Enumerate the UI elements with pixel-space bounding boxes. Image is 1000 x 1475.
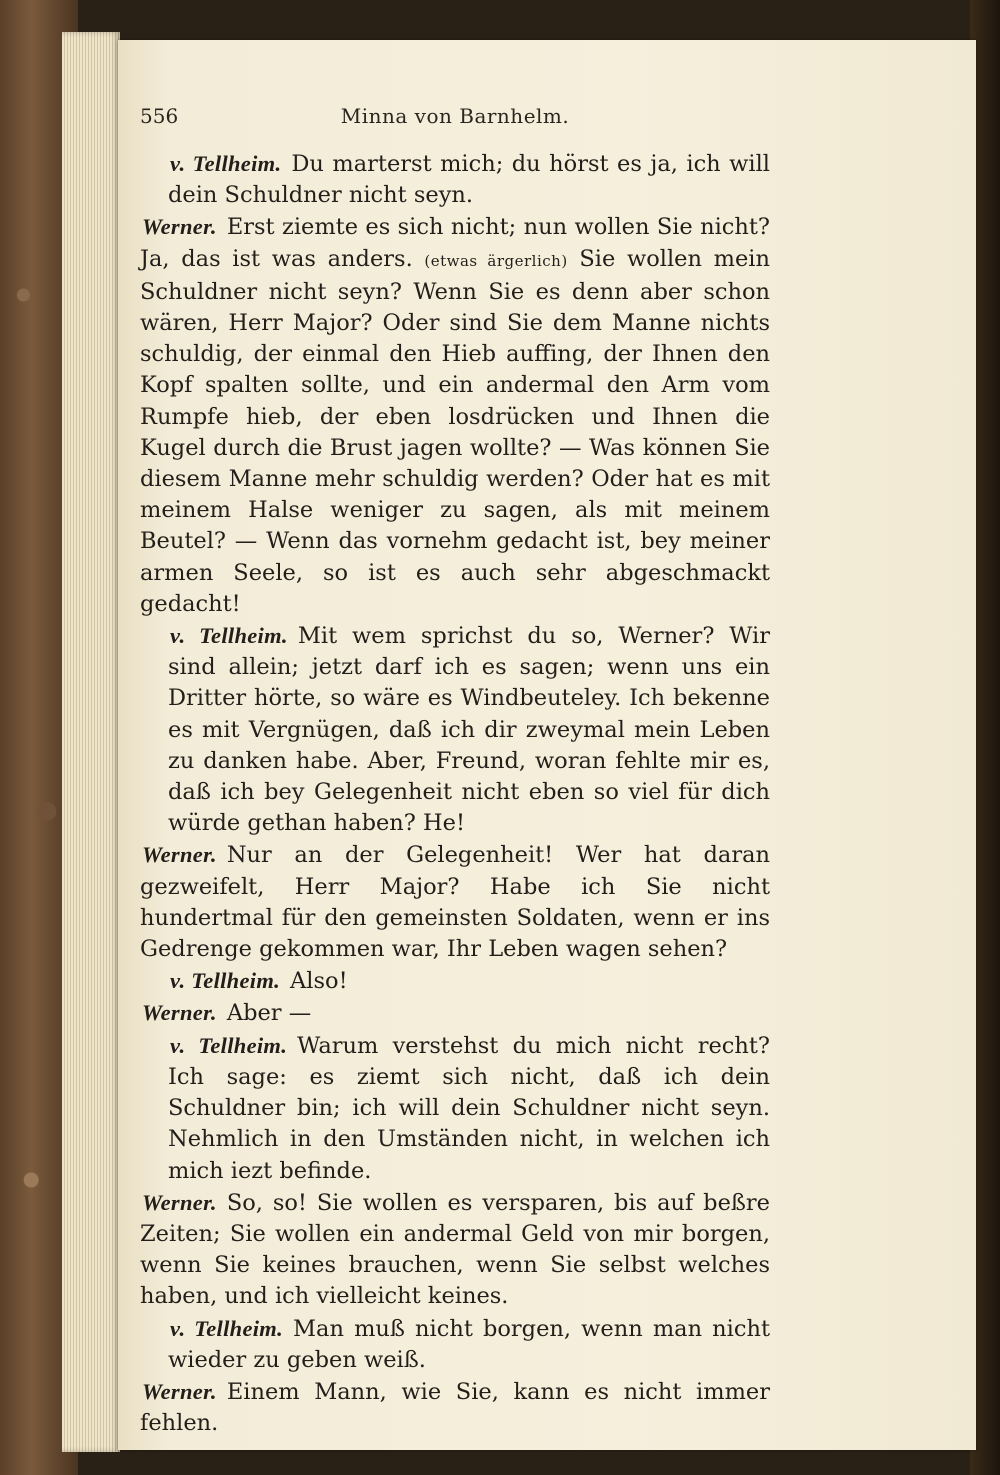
stage-direction: (etwas ärgerlich) (424, 251, 568, 270)
dialogue-paragraph (140, 1187, 770, 1313)
dialogue-text: Man muß nicht borgen, wenn man nicht wieder zu geben weiß. (168, 1315, 771, 1373)
dialogue-text: Mit wem sprichst du so, Werner? Wir sind allein; jetzt darf ich es sagen; wenn uns ein Dritter hörte, so wäre es Windbeuteley. Ich bekenne es mit Vergnügen, daß ich dir zweymal mein Leben zu danken habe. Aber, Freund, woran fehlte mir es, daß ich bey Gelegenheit nicht eben so viel für dich würde gethan haben? He! (168, 623, 770, 837)
speaker-name: v. Tellheim. (170, 623, 288, 649)
dialogue-text: Also! (290, 968, 348, 995)
dialogue-paragraph (140, 997, 770, 1029)
speaker-name: v. Tellheim. (170, 968, 281, 994)
page-number: 556 (140, 104, 179, 128)
page-header (140, 104, 770, 134)
dialogue-text: So, so! Sie wollen es versparen, bis auf beßre Zeiten; Sie wollen ein andermal Geld von mir borgen, wenn Sie keines brauchen, wenn Sie selbst welches haben, und ich vielleicht keines. (140, 1189, 770, 1310)
dialogue-text: Erst ziemte es sich nicht; nun wollen Sie nicht? Ja, das ist was anders. (140, 214, 770, 272)
running-title: Minna von Barnhelm. (340, 104, 570, 128)
page-edges (62, 32, 120, 1452)
dialogue-text: Aber — (226, 1000, 312, 1027)
dialogue-text: Sie wollen mein Schuldner nicht seyn? Wenn Sie es denn aber schon wären, Herr Major? Oder sind Sie dem Manne nichts schuldig, der einmal den Hieb auffing, der Ihnen den Kopf spalten sollte, und ein andermal den Arm vom Rumpfe hieb, der eben losdrücken und Ihnen die Kugel durch die Brust jagen wollte? — Was können Sie diesem Manne mehr schuldig werden? Oder hat es mit meinem Halse weniger zu sagen, als mit meinem Beutel? — Wenn das vornehm gedacht ist, bey meiner armen Seele, so ist es auch sehr abgeschmackt gedacht! (140, 245, 770, 617)
dialogue-paragraph (140, 148, 770, 211)
dialogue-text: Du marterst mich; du hörst es ja, ich will dein Schuldner nicht seyn. (168, 151, 771, 209)
dialogue-text: Nur an der Gelegenheit! Wer hat daran gezweifelt, Herr Major? Habe ich Sie nicht hundertmal für den gemeinsten Soldaten, wenn er ins Gedrenge gekommen war, Ihr Leben wagen sehen? (140, 842, 770, 963)
speaker-name: Werner. (142, 214, 217, 240)
page-body (140, 148, 770, 1439)
dialogue-paragraph (140, 1376, 770, 1439)
speaker-name: Werner. (142, 842, 217, 868)
dialogue-text: Einem Mann, wie Sie, kann es nicht immer fehlen. (140, 1378, 770, 1437)
dialogue-paragraph (140, 211, 770, 620)
speaker-name: v. Tellheim. (170, 151, 282, 176)
speaker-name: Werner. (142, 1189, 217, 1215)
dialogue-text: Warum verstehst du mich nicht recht? Ich sage: es ziemt sich nicht, daß ich dein Schuldner bin; ich will dein Schuldner nicht seyn. Nehmlich in den Umständen nicht, in welchen ich mich iezt befinde. (168, 1032, 770, 1184)
speaker-name: Werner. (142, 1000, 217, 1026)
speaker-name: Werner. (142, 1378, 217, 1404)
dialogue-paragraph (140, 965, 770, 997)
speaker-name: v. Tellheim. (170, 1032, 288, 1058)
dialogue-paragraph (140, 1030, 770, 1187)
speaker-name: v. Tellheim. (170, 1315, 284, 1341)
dialogue-paragraph (140, 620, 770, 839)
dialogue-paragraph (140, 839, 770, 965)
dialogue-paragraph (140, 1313, 770, 1376)
